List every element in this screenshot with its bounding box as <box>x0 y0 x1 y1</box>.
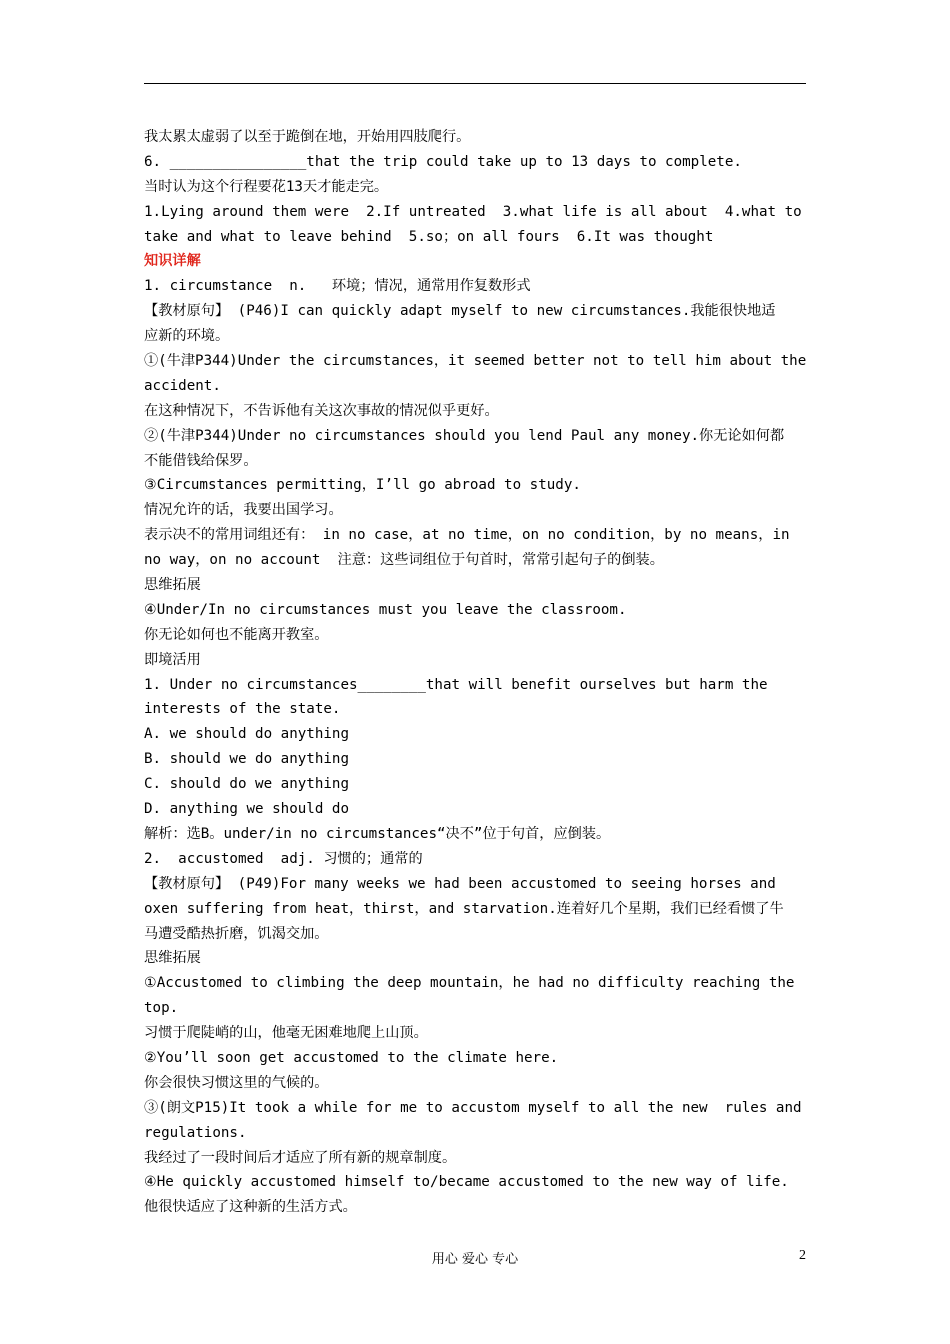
text-line: 1. Under no circumstances________that will benefit ourselves but harm the <box>144 676 768 693</box>
text-line: ④He quickly accustomed himself to/became accustomed to the new way of life. <box>144 1174 789 1191</box>
text-line: 你无论如何也不能离开教室。 <box>144 626 329 643</box>
text-line: 【教材原句】 (P46)I can quickly adapt myself to new circumstances.我能很快地适 <box>144 303 776 320</box>
page-number: 2 <box>799 1248 806 1263</box>
text-line: 应新的环境。 <box>144 328 230 345</box>
text-line: 我太累太虚弱了以至于跪倒在地，开始用四肢爬行。 <box>144 129 471 145</box>
text-line: top. <box>144 1000 179 1017</box>
text-line: 思维拓展 <box>144 950 201 967</box>
text-line: 表示决不的常用词组还有： in no case，at no time，on no condition，by no means，in <box>144 527 790 544</box>
text-line: 当时认为这个行程要花13天才能走完。 <box>144 178 389 195</box>
text-line: 马遭受酷热折磨，饥渴交加。 <box>144 925 329 942</box>
text-line: D. anything we should do <box>144 801 349 818</box>
text-line: 1.Lying around them were 2.If untreated 3.what life is all about 4.what to <box>144 203 802 220</box>
text-line: oxen suffering from heat，thirst，and starvation.连着好几个星期，我们已经看惯了牛 <box>144 900 784 917</box>
text-line: 我经过了一段时间后才适应了所有新的规章制度。 <box>144 1149 457 1166</box>
text-line: 2. accustomed adj. 习惯的；通常的 <box>144 850 423 867</box>
text-line: 6. ________________that the trip could take up to 13 days to complete. <box>144 153 742 170</box>
text-line: ②You’ll soon get accustomed to the climate here. <box>144 1049 559 1066</box>
text-line: 情况允许的话，我要出国学习。 <box>144 502 343 519</box>
text-line: B. should we do anything <box>144 751 349 768</box>
text-line: regulations. <box>144 1124 247 1141</box>
text-line: 不能借钱给保罗。 <box>144 452 258 469</box>
text-line: interests of the state. <box>144 701 341 718</box>
section-heading: 知识详解 <box>144 253 201 270</box>
text-line: 你会很快习惯这里的气候的。 <box>144 1074 329 1091</box>
text-line: accident. <box>144 377 221 394</box>
text-line: ①(牛津P344)Under the circumstances，it seemed better not to tell him about the <box>144 353 806 370</box>
header-rule <box>144 83 806 84</box>
text-line: 即境活用 <box>144 651 201 668</box>
text-line: ③Circumstances permitting，I’ll go abroad to study. <box>144 477 581 494</box>
text-line: ①Accustomed to climbing the deep mountain，he had no difficulty reaching the <box>144 975 795 992</box>
text-line: ②(牛津P344)Under no circumstances should you lend Paul any money.你无论如何都 <box>144 427 785 444</box>
text-line: 1. circumstance n. 环境；情况，通常用作复数形式 <box>144 278 531 295</box>
text-line: 解析：选B。under/in no circumstances“决不”位于句首，应倒装。 <box>144 825 611 842</box>
text-line: no way，on no account 注意：这些词组位于句首时，常常引起句子的倒装。 <box>144 552 664 569</box>
text-line: A. we should do anything <box>144 726 349 743</box>
text-line: 习惯于爬陡峭的山，他毫无困难地爬上山顶。 <box>144 1025 428 1042</box>
text-line: take and what to leave behind 5.so；on all fours 6.It was thought <box>144 228 714 245</box>
footer-slogan: 用心 爱心 专心 <box>431 1252 519 1267</box>
text-line: C. should do we anything <box>144 776 349 793</box>
text-line: 他很快适应了这种新的生活方式。 <box>144 1199 357 1216</box>
text-line: 在这种情况下，不告诉他有关这次事故的情况似乎更好。 <box>144 402 499 419</box>
page-body <box>144 125 806 1220</box>
text-line: ④Under/In no circumstances must you leave the classroom. <box>144 601 627 618</box>
text-line: 思维拓展 <box>144 577 201 594</box>
text-line: ③(朗文P15)It took a while for me to accustom myself to all the new rules and <box>144 1099 802 1116</box>
text-line: 【教材原句】 (P49)For many weeks we had been accustomed to seeing horses and <box>144 875 776 892</box>
